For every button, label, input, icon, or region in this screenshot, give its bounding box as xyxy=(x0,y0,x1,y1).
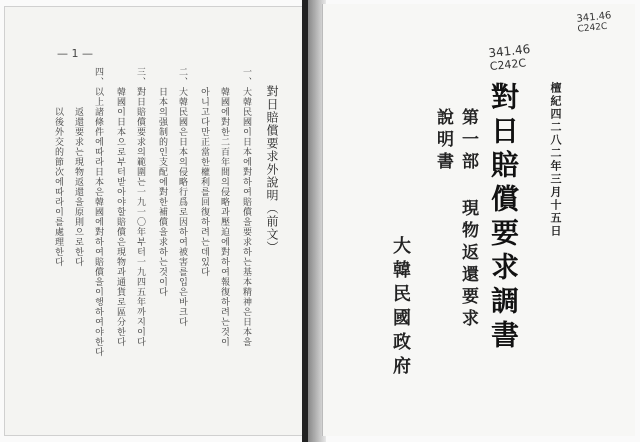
catalog-stamp-mid xyxy=(488,42,533,73)
text-column: 一、大韓民國이日本에對하여賠償을要求하는基本精神은日本을 xyxy=(241,67,251,347)
catalog-stamp-top xyxy=(576,10,613,35)
text-column: 返還要求는現物返還을原則으로한다 xyxy=(73,87,83,267)
catalog-sub: C242C xyxy=(489,56,527,74)
text-column: 以後外交的節次에따라이를處理한다 xyxy=(53,87,63,267)
left-page-heading: 對日賠償要求外說明（前文） xyxy=(265,85,279,254)
issuing-government: 大韓民國政府 xyxy=(390,236,411,380)
document-subtitle: 第一部 現物返還要求說明書 xyxy=(433,108,478,331)
text-column: 三、對日賠償要求의範圍는一九一〇年부터一九四五年까지이다 xyxy=(135,67,145,347)
catalog-number: 341.46 xyxy=(487,41,531,61)
page-number: — 1 — xyxy=(57,47,93,60)
catalog-number: 341.46 xyxy=(575,10,612,25)
text-column: 아니고다만正當한權利를回復하려는데있다 xyxy=(199,67,209,277)
text-column: 韓國이日本으로부터받아야할賠償은現物과通貨로區分한다 xyxy=(115,67,125,347)
catalog-sub: C242C xyxy=(577,21,608,35)
text-column: 四、以上諸條件에따라日本은韓國에對하여賠償을이행하여야한다 xyxy=(93,67,103,357)
document-date: 檀紀四二八二年三月十五日 xyxy=(549,82,562,238)
text-column: 二、大韓民國은日本의侵略行爲로因하여被害를입은바크다 xyxy=(177,67,187,327)
text-column: 日本의强制的인支配에對한補償을求하는것이다 xyxy=(157,67,167,297)
left-page xyxy=(4,6,316,436)
text-column: 韓國에對한二百年間의侵略과壓迫에對하여報復하려는것이 xyxy=(219,67,229,347)
document-title: 對日賠償要求調書 xyxy=(487,82,520,354)
right-page xyxy=(322,4,635,436)
